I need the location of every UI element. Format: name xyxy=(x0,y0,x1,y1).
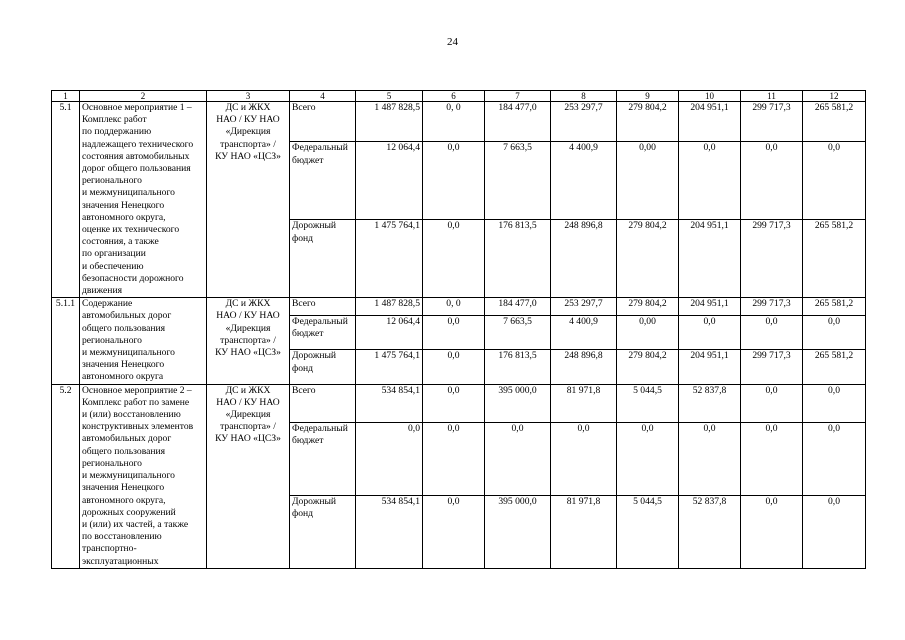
amount-cell: 81 971,8 xyxy=(551,495,617,568)
amount-cell: 395 000,0 xyxy=(485,384,551,422)
column-header: 7 xyxy=(485,91,551,102)
amount-cell: 0,0 xyxy=(803,422,866,495)
amount-cell: 184 477,0 xyxy=(485,298,551,316)
measure-description xyxy=(80,298,207,384)
responsible-executor xyxy=(207,298,290,384)
amount-cell: 265 581,2 xyxy=(803,298,866,316)
amount-cell: 265 581,2 xyxy=(803,350,866,384)
description-line: автомобильных дорог xyxy=(82,433,172,445)
amount-cell: 248 896,8 xyxy=(551,350,617,384)
executor-line: НАО / КУ НАО xyxy=(216,114,280,126)
description-line: и (или) восстановлению xyxy=(82,409,181,421)
executor-line: ДС и ЖКХ xyxy=(225,102,271,113)
description-line: безопасности дорожного xyxy=(82,272,184,284)
funding-source xyxy=(290,384,356,422)
funding-source-label: Федеральный xyxy=(292,142,348,154)
amount-cell: 0,0 xyxy=(423,422,485,495)
executor-line: транспорта» / xyxy=(220,421,276,433)
amount-cell: 4 400,9 xyxy=(551,142,617,220)
amount-cell: 0,0 xyxy=(803,384,866,422)
amount-cell: 0,0 xyxy=(741,142,803,220)
amount-cell: 176 813,5 xyxy=(485,350,551,384)
description-line: регионального xyxy=(82,457,142,469)
funding-source xyxy=(290,142,356,220)
description-line: автомобильных дорог xyxy=(82,310,172,322)
amount-cell: 279 804,2 xyxy=(617,350,679,384)
responsible-executor xyxy=(207,102,290,298)
description-line: конструктивных элементов xyxy=(82,421,194,433)
description-line: автономного округа xyxy=(82,371,164,383)
description-line: автономного округа, xyxy=(82,494,166,506)
column-header: 11 xyxy=(741,91,803,102)
amount-cell: 0,0 xyxy=(803,316,866,350)
measure-number: 5.1 xyxy=(52,102,80,298)
amount-cell: 0,0 xyxy=(803,495,866,568)
amount-cell: 0,00 xyxy=(617,316,679,350)
funding-source-label: Дорожный xyxy=(292,495,337,507)
description-line: общего пользования xyxy=(82,322,166,334)
amount-cell: 0,0 xyxy=(803,142,866,220)
executor-line: «Дирекция xyxy=(225,322,271,334)
description-line: значения Ненецкого xyxy=(82,359,165,371)
description-line: движения xyxy=(82,285,122,297)
description-line: и обеспечению xyxy=(82,260,144,272)
description-line: эксплуатационных xyxy=(82,555,159,567)
amount-cell: 299 717,3 xyxy=(741,220,803,298)
description-line: и межмуниципального xyxy=(82,187,175,199)
amount-cell: 176 813,5 xyxy=(485,220,551,298)
description-line: и (или) их частей, а также xyxy=(82,518,189,530)
amount-cell: 52 837,8 xyxy=(679,384,741,422)
amount-cell: 0,0 xyxy=(679,422,741,495)
amount-cell: 0,0 xyxy=(423,316,485,350)
column-header: 6 xyxy=(423,91,485,102)
executor-line: «Дирекция xyxy=(225,126,271,138)
amount-cell: 81 971,8 xyxy=(551,384,617,422)
description-line: Содержание xyxy=(82,298,133,310)
funding-source xyxy=(290,350,356,384)
amount-cell: 0,00 xyxy=(617,142,679,220)
funding-source-label: фонд xyxy=(292,507,314,519)
amount-cell: 0,0 xyxy=(741,495,803,568)
column-header: 8 xyxy=(551,91,617,102)
funding-source xyxy=(290,422,356,495)
description-line: по восстановлению xyxy=(82,531,162,543)
amount-cell: 279 804,2 xyxy=(617,220,679,298)
table-row xyxy=(52,384,866,422)
amount-cell: 279 804,2 xyxy=(617,102,679,142)
funding-source-label: Дорожный xyxy=(292,350,337,362)
amount-cell: 7 663,5 xyxy=(485,142,551,220)
amount-cell: 265 581,2 xyxy=(803,220,866,298)
column-header: 9 xyxy=(617,91,679,102)
measure-description xyxy=(80,384,207,568)
description-line: регионального xyxy=(82,334,142,346)
executor-line: НАО / КУ НАО xyxy=(216,396,280,408)
executor-line: КУ НАО «ЦСЗ» xyxy=(215,347,281,359)
description-line: надлежащего технического xyxy=(82,138,194,150)
description-line: Основное мероприятие 2 – xyxy=(82,384,192,396)
funding-source-label: бюджет xyxy=(292,434,324,446)
executor-line: КУ НАО «ЦСЗ» xyxy=(215,433,281,445)
description-line: по поддержанию xyxy=(82,126,152,138)
funding-source-label: Всего xyxy=(292,102,316,113)
funding-source-label: бюджет xyxy=(292,154,324,166)
column-header: 5 xyxy=(356,91,423,102)
funding-source xyxy=(290,298,356,316)
measure-number: 5.2 xyxy=(52,384,80,568)
amount-cell: 0,0 xyxy=(423,384,485,422)
amount-cell: 248 896,8 xyxy=(551,220,617,298)
amount-cell: 0,0 xyxy=(423,142,485,220)
executor-line: транспорта» / xyxy=(220,138,276,150)
executor-line: ДС и ЖКХ xyxy=(225,384,271,396)
amount-cell: 0,0 xyxy=(423,350,485,384)
column-header: 3 xyxy=(207,91,290,102)
column-header: 4 xyxy=(290,91,356,102)
funding-source-label: Федеральный xyxy=(292,422,348,434)
budget-table xyxy=(51,90,866,569)
funding-source xyxy=(290,316,356,350)
description-line: состояния автомобильных xyxy=(82,150,190,162)
funding-source-label: Дорожный xyxy=(292,220,337,232)
description-line: значения Ненецкого xyxy=(82,482,165,494)
page-number: 24 xyxy=(447,36,458,48)
amount-cell: 0,0 xyxy=(617,422,679,495)
amount-cell: 0,0 xyxy=(741,316,803,350)
amount-cell: 52 837,8 xyxy=(679,495,741,568)
description-line: по организации xyxy=(82,248,146,260)
amount-cell: 0,0 xyxy=(485,422,551,495)
description-line: и межмуниципального xyxy=(82,470,175,482)
amount-cell: 12 064,4 xyxy=(356,316,423,350)
amount-cell: 253 297,7 xyxy=(551,298,617,316)
funding-source-label: фонд xyxy=(292,232,314,244)
description-line: общего пользования xyxy=(82,445,166,457)
description-line: значения Ненецкого xyxy=(82,199,165,211)
funding-source-label: Всего xyxy=(292,384,316,396)
description-line: Основное мероприятие 1 – xyxy=(82,102,192,113)
amount-cell: 7 663,5 xyxy=(485,316,551,350)
funding-source-label: бюджет xyxy=(292,328,324,340)
measure-description xyxy=(80,102,207,298)
table-row xyxy=(52,298,866,316)
column-header: 1 xyxy=(52,91,80,102)
amount-cell: 1 487 828,5 xyxy=(356,298,423,316)
amount-cell: 1 475 764,1 xyxy=(356,220,423,298)
amount-cell: 204 951,1 xyxy=(679,350,741,384)
amount-cell: 0,0 xyxy=(741,384,803,422)
funding-source xyxy=(290,102,356,142)
column-header: 12 xyxy=(803,91,866,102)
amount-cell: 279 804,2 xyxy=(617,298,679,316)
amount-cell: 0,0 xyxy=(423,220,485,298)
column-header: 2 xyxy=(80,91,207,102)
amount-cell: 184 477,0 xyxy=(485,102,551,142)
amount-cell: 0,0 xyxy=(551,422,617,495)
amount-cell: 299 717,3 xyxy=(741,298,803,316)
executor-line: КУ НАО «ЦСЗ» xyxy=(215,150,281,162)
amount-cell: 395 000,0 xyxy=(485,495,551,568)
executor-line: ДС и ЖКХ xyxy=(225,298,271,310)
amount-cell: 0, 0 xyxy=(423,298,485,316)
description-line: Комплекс работ xyxy=(82,114,147,126)
amount-cell: 534 854,1 xyxy=(356,495,423,568)
description-line: оценке их технического xyxy=(82,224,180,236)
amount-cell: 0,0 xyxy=(741,422,803,495)
measure-number: 5.1.1 xyxy=(52,298,80,384)
amount-cell: 204 951,1 xyxy=(679,102,741,142)
funding-source-label: фонд xyxy=(292,362,314,374)
column-header: 10 xyxy=(679,91,741,102)
amount-cell: 0,0 xyxy=(679,316,741,350)
description-line: автономного округа, xyxy=(82,211,166,223)
funding-source-label: Федеральный xyxy=(292,316,348,328)
executor-line: «Дирекция xyxy=(225,409,271,421)
responsible-executor xyxy=(207,384,290,568)
amount-cell: 1 475 764,1 xyxy=(356,350,423,384)
amount-cell: 5 044,5 xyxy=(617,495,679,568)
amount-cell: 265 581,2 xyxy=(803,102,866,142)
amount-cell: 0,0 xyxy=(679,142,741,220)
amount-cell: 204 951,1 xyxy=(679,220,741,298)
amount-cell: 5 044,5 xyxy=(617,384,679,422)
amount-cell: 12 064,4 xyxy=(356,142,423,220)
description-line: Комплекс работ по замене xyxy=(82,396,190,408)
amount-cell: 299 717,3 xyxy=(741,350,803,384)
amount-cell: 299 717,3 xyxy=(741,102,803,142)
executor-line: транспорта» / xyxy=(220,334,276,346)
amount-cell: 4 400,9 xyxy=(551,316,617,350)
amount-cell: 534 854,1 xyxy=(356,384,423,422)
column-number-header-row xyxy=(52,91,866,102)
description-line: дорог общего пользования xyxy=(82,163,191,175)
description-line: регионального xyxy=(82,175,142,187)
description-line: транспортно- xyxy=(82,543,137,555)
funding-source xyxy=(290,495,356,568)
amount-cell: 1 487 828,5 xyxy=(356,102,423,142)
funding-source-label: Всего xyxy=(292,298,316,310)
description-line: и межмуниципального xyxy=(82,347,175,359)
amount-cell: 0,0 xyxy=(423,495,485,568)
amount-cell: 0,0 xyxy=(356,422,423,495)
amount-cell: 0, 0 xyxy=(423,102,485,142)
description-line: дорожных сооружений xyxy=(82,506,176,518)
amount-cell: 204 951,1 xyxy=(679,298,741,316)
description-line: состояния, а также xyxy=(82,236,159,248)
amount-cell: 253 297,7 xyxy=(551,102,617,142)
executor-line: НАО / КУ НАО xyxy=(216,310,280,322)
funding-source xyxy=(290,220,356,298)
table-row xyxy=(52,102,866,142)
